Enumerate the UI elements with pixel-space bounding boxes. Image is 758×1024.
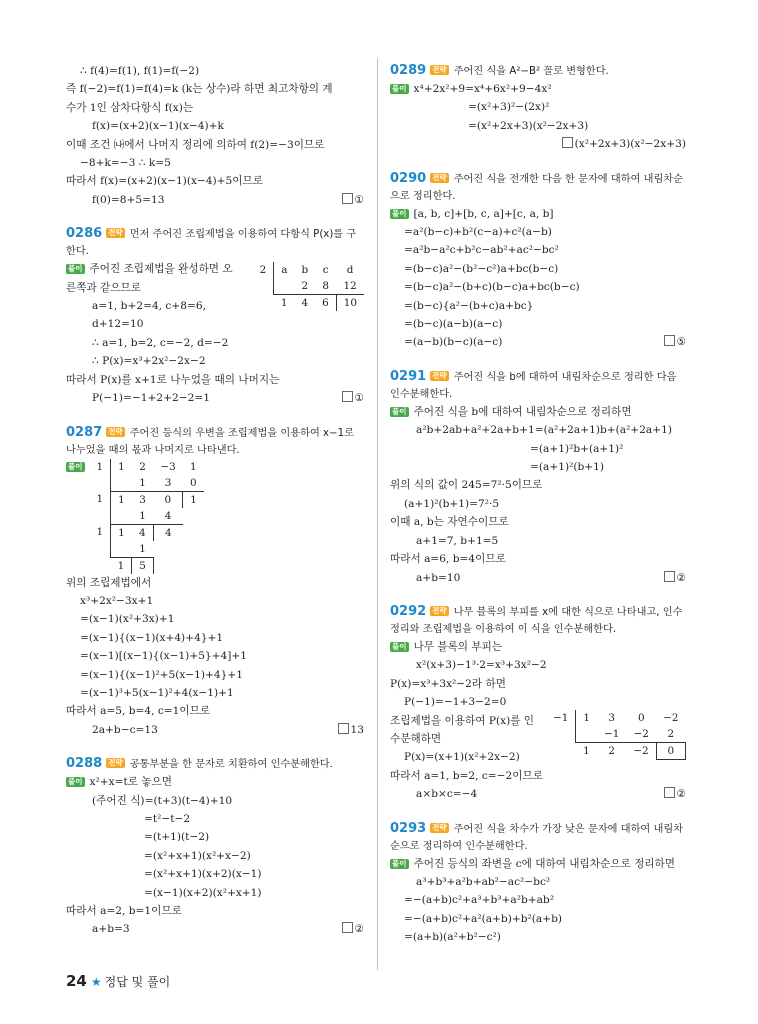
problem-number: 0289: [390, 63, 427, 78]
problem-number: 0287: [66, 424, 103, 440]
solution-line: =(x−1)[(x−1){(x−1)+5}+4]+1: [80, 650, 248, 663]
solution-badge: 풀이: [392, 208, 407, 218]
problem-number: 0293: [390, 820, 427, 836]
solution-line: =(t+1)(t−2): [144, 831, 210, 844]
strategy-badge: 전략: [432, 822, 447, 832]
right-column: [390, 62, 686, 947]
problem-number: 0291: [390, 368, 427, 384]
strategy-badge: 전략: [432, 172, 447, 182]
syn-cell: −3: [160, 460, 176, 473]
problem-0292: [390, 603, 686, 804]
solution-line: ∴ f(4)=f(1), f(1)=f(−2): [80, 65, 200, 77]
syn-cell: 2: [301, 280, 309, 293]
syn-cell: [153, 541, 182, 558]
problem-0289: [390, 62, 686, 154]
column-divider: [377, 58, 378, 970]
problem-0285-continued: [66, 62, 364, 209]
strategy-text: 주어진 등식의 우변을 조립제법을 이용하여 x−1로 나누었을 때의 몫과 나머지로 나타낸다.: [66, 427, 354, 456]
solution-line: 풀이 [a, b, c]+[b, c, a]+[c, a, b]: [392, 207, 554, 220]
solution-line: 풀이 주어진 식을 b에 대하여 내림차순으로 정리하면: [392, 405, 632, 418]
problem-header: [66, 225, 364, 260]
answer-value: 13: [350, 723, 364, 736]
problem-0291: [390, 368, 686, 587]
strategy-text: 주어진 식을 b에 대하여 내림차순으로 정리한 다음 인수분해한다.: [390, 371, 677, 400]
solution-line: =(b−c)(a−b)(a−c): [404, 318, 503, 331]
solution-line: 조립제법을 이용하여 P(x)를 인: [390, 714, 535, 727]
syn-cell: 8: [322, 280, 330, 293]
syn-cell: 1: [576, 710, 597, 726]
solution-line: f(x)=(x+2)(x−1)(x−4)+k: [92, 120, 224, 133]
strategy-text: 먼저 주어진 조립제법을 이용하여 다항식 P(x)를 구한다.: [66, 229, 357, 258]
problem-0290: [390, 170, 686, 352]
solution-line: 수가 1인 삼차다항식 f(x)는: [66, 101, 194, 114]
syn-cell: 10: [336, 295, 364, 312]
solution-line: 따라서 a=5, b=4, c=1이므로: [66, 705, 211, 718]
page-number: 24: [66, 972, 87, 990]
solution-line: a+1=7, b+1=5: [416, 534, 499, 547]
left-column: [66, 62, 364, 939]
syn-cell: [90, 508, 111, 525]
syn-cell: 1: [111, 459, 132, 475]
solution-badge: 풀이: [68, 461, 83, 471]
syn-cell: 3: [608, 711, 615, 724]
solution-line: =a²b−a²c+b²c−ab²+ac²−bc²: [404, 244, 559, 257]
answer-value: ②: [676, 788, 686, 801]
problem-header: [390, 368, 686, 403]
solution-line: =(b−c){a²−(b+c)a+bc}: [404, 299, 534, 312]
syn-cell: 1: [139, 509, 146, 522]
solution-line: =−(a+b)c²+a²(a+b)+b²(a+b): [404, 912, 562, 925]
strategy-badge: 전략: [108, 228, 123, 238]
syn-cell: [90, 557, 111, 574]
solution-line: −8+k=−3 ∴ k=5: [80, 157, 171, 170]
synthetic-division-table: [90, 459, 204, 574]
solution-line: x³+2x²−3x+1: [80, 594, 154, 607]
syn-cell: 1: [111, 491, 132, 508]
syn-cell: 3: [132, 491, 154, 508]
final-value: 2a+b−c=13: [92, 723, 158, 736]
problem-number: 0292: [390, 603, 427, 619]
answer-value: ①: [354, 193, 364, 206]
problem-header: [390, 170, 686, 205]
solution-line: 따라서 f(x)=(x+2)(x−1)(x−4)+5이므로: [66, 175, 263, 188]
strategy-badge: 전략: [432, 605, 447, 615]
answer-box-icon: [562, 137, 573, 148]
star-icon: ★: [90, 975, 102, 989]
solution-line: P(x)=x³+3x²−2라 하면: [390, 677, 506, 690]
solution-line: ∴ P(x)=x³+2x²−2x−2: [92, 355, 206, 368]
syn-cell: 2: [259, 264, 267, 277]
syn-cell: [153, 557, 182, 574]
syn-cell: −2: [626, 742, 656, 759]
solution-line: 위의 식의 값이 245=7²·5이므로: [390, 479, 543, 492]
solution-line: =(x−1)³+5(x−1)²+4(x−1)+1: [80, 686, 234, 699]
syn-cell: 1: [576, 742, 597, 759]
syn-cell: c: [322, 264, 329, 277]
syn-cell: 4: [153, 524, 182, 541]
solution-line: [390, 569, 686, 587]
problem-number: 0290: [390, 170, 427, 186]
answer-box-icon: [342, 193, 353, 204]
solution-line: =a²(b−c)+b²(c−a)+c²(a−b): [404, 226, 552, 239]
problem-number: 0288: [66, 756, 103, 772]
solution-line: 풀이 주어진 등식의 좌변을 c에 대하여 내림차순으로 정리하면: [392, 857, 676, 870]
solution-line: a²b+2ab+a²+2a+b+1=(a²+2a+1)b+(a²+2a+1): [416, 424, 672, 437]
solution-line: =(a+b)(a²+b²−c²): [404, 931, 501, 944]
answer-mark: [342, 389, 365, 407]
solution-line: =(b−c)a²−(b+c)(b−c)a+bc(b−c): [404, 281, 580, 294]
solution-line: 따라서 P(x)를 x+1로 나누었을 때의 나머지는: [66, 373, 280, 386]
solution-line: (주어진 식)=(t+3)(t−4)+10: [92, 794, 233, 807]
problem-header: [390, 603, 686, 638]
solution-badge: 풀이: [392, 858, 407, 868]
answer-value: ①: [354, 392, 364, 405]
strategy-text: 주어진 식을 A²−B² 꼴로 변형한다.: [453, 66, 609, 77]
answer-box-icon: [664, 335, 675, 346]
final-value: =(a−b)(b−c)(a−c): [404, 336, 503, 349]
solution-line: =(x−1)(x+2)(x²+x+1): [144, 886, 262, 899]
solution-line: =(x²+x+1)(x²+x−2): [144, 849, 251, 862]
solution-line: 풀이 x²+x=t로 놓으면: [68, 776, 173, 789]
solution-block: [66, 459, 364, 574]
solution-line: =(x−1){(x−1)²+5(x−1)+4}+1: [80, 668, 244, 681]
solution-line: =(x−1){(x−1)(x+4)+4}+1: [80, 631, 224, 644]
problem-header: [390, 62, 686, 80]
syn-cell: [90, 541, 111, 558]
solution-line: =(x²+3)²−(2x)²: [468, 101, 550, 114]
problem-0287: [66, 424, 364, 740]
solution-line: =−(a+b)c²+a³+b³+a²b+ab²: [404, 894, 554, 907]
syn-cell: 1: [96, 460, 104, 473]
syn-cell: [111, 541, 132, 558]
answer-value: ②: [354, 923, 364, 936]
solution-line: =(x²+x+1)(x+2)(x−1): [144, 868, 262, 881]
syn-cell: 3: [164, 476, 172, 489]
answer-box-icon: [664, 571, 675, 582]
syn-cell: −2: [663, 711, 679, 724]
syn-cell: −1: [604, 727, 620, 740]
syn-cell: 0: [637, 711, 645, 724]
solution-line: 위의 조립제법에서: [66, 576, 152, 589]
solution-badge: 풀이: [68, 264, 83, 274]
answer-mark: [342, 920, 365, 938]
syn-cell: 4: [132, 524, 154, 541]
strategy-text: 주어진 식을 차수가 가장 낮은 문자에 대하여 내림차순으로 정리하여 인수분해한다.: [390, 823, 684, 852]
syn-cell: 4: [294, 295, 315, 312]
solution-line: 따라서 a=2, b=1이므로: [66, 905, 182, 917]
syn-cell: 5: [132, 557, 154, 574]
solution-line: =(a+1)²(b+1): [530, 461, 604, 474]
solution-line: 따라서 a=6, b=4이므로: [390, 553, 506, 566]
answer-value: ⑤: [676, 336, 686, 349]
answer-box-icon: [342, 922, 353, 933]
syn-cell: [183, 524, 204, 541]
solution-badge: 풀이: [68, 777, 83, 787]
syn-cell: [111, 508, 132, 525]
solution-line: 이때 조건 ㈏에서 나머지 정리에 의하여 f(2)=−3이므로: [66, 138, 325, 151]
answer-mark: [338, 721, 364, 739]
solution-line: x²(x+3)−1³·2=x³+3x²−2: [416, 659, 547, 672]
syn-cell: 2: [139, 460, 146, 473]
final-value: P(−1)=−1+2+2−2=1: [92, 392, 210, 405]
solution-line: 풀이 x⁴+2x²+9=x⁴+6x²+9−4x²: [392, 83, 552, 95]
solution-line: 른쪽과 같으므로: [66, 281, 142, 294]
answer-mark: [342, 191, 365, 209]
syn-cell: 4: [164, 509, 172, 522]
syn-cell: −1: [553, 711, 569, 724]
syn-cell: [183, 557, 204, 574]
syn-cell: 1: [139, 542, 146, 555]
solution-line: a³+b³+a²b+ab²−ac²−bc²: [416, 875, 551, 888]
strategy-text: 나무 블록의 부피를 x에 대한 식으로 나타내고, 인수 정리와 조립제법을 이용하여 이 식을 인수분해한다.: [390, 606, 683, 635]
solution-line: 풀이 나무 블록의 부피는: [392, 640, 503, 653]
problem-header: [66, 755, 364, 773]
answer-box-icon: [664, 787, 675, 798]
syn-cell: 1: [274, 295, 295, 312]
solution-line: 따라서 a=1, b=2, c=−2이므로: [390, 769, 543, 782]
syn-cell: 1: [111, 524, 132, 541]
solution-line: 풀이 주어진 조립제법을 완성하면 오: [68, 263, 233, 276]
solution-line: =(b−c)a²−(b²−c²)a+bc(b−c): [404, 262, 559, 275]
syn-cell: 6: [315, 295, 336, 312]
solution-badge: 풀이: [392, 641, 407, 651]
solution-line: [390, 135, 686, 153]
solution-line: (a+1)²(b+1)=7²·5: [404, 497, 500, 510]
solution-line: [390, 785, 686, 803]
solution-line: [390, 333, 686, 351]
problem-header: [66, 424, 364, 459]
syn-cell: 2: [667, 727, 675, 740]
strategy-text: 공통부분을 한 문자로 치환하여 인수분해한다.: [129, 759, 333, 771]
answer-mark: [664, 333, 687, 351]
syn-cell: d: [346, 264, 354, 277]
solution-line: ∴ a=1, b=2, c=−2, d=−2: [92, 336, 229, 349]
solution-line: [66, 191, 364, 209]
solution-badge: 풀이: [392, 406, 407, 416]
solution-line: P(x)=(x+1)(x²+2x−2): [404, 751, 520, 764]
solution-line: d+12=10: [92, 318, 144, 331]
problem-0288: [66, 755, 364, 939]
solution-line: [66, 920, 364, 938]
syn-cell: 0: [189, 476, 197, 489]
problem-header: [390, 820, 686, 855]
answer-box-icon: [338, 723, 349, 734]
solution-line: 즉 f(−2)=f(1)=f(4)=k (k는 상수)라 하면 최고차항의 계: [66, 83, 333, 96]
answer-mark: [664, 785, 687, 803]
problem-0293: [390, 820, 686, 947]
syn-cell: 1: [139, 476, 146, 489]
answer-mark: [664, 569, 687, 587]
syn-cell: 12: [343, 280, 357, 293]
page-footer: [66, 972, 170, 990]
footer-label: 정답 및 풀이: [104, 975, 171, 989]
solution-line: =(x−1)(x²+3x)+1: [80, 613, 175, 626]
final-value: a×b×c=−4: [416, 788, 478, 801]
solution-line: =(x²+2x+3)(x²−2x+3): [468, 119, 589, 132]
strategy-badge: 전략: [108, 758, 123, 768]
solution-block: [390, 712, 686, 767]
problem-number: 0286: [66, 226, 103, 242]
final-value: f(0)=8+5=13: [92, 193, 165, 206]
strategy-badge: 전략: [108, 426, 123, 436]
solution-line: [66, 721, 364, 739]
final-value: a+b=3: [92, 923, 130, 936]
syn-cell: 1: [189, 460, 197, 473]
syn-cell: [183, 541, 204, 558]
solution-line: =t²−t−2: [144, 812, 191, 825]
problem-0286: [66, 225, 364, 407]
syn-cell: [111, 475, 132, 492]
strategy-text: 주어진 식을 전개한 다음 한 문자에 대하여 내림차순으로 정리한다.: [390, 173, 684, 202]
solution-line: P(−1)=−1+3−2=0: [404, 696, 507, 709]
final-value: a+b=10: [416, 571, 461, 584]
solution-line: [66, 389, 364, 407]
solution-line: 이때 a, b는 자연수이므로: [390, 516, 509, 529]
syn-cell: 0: [153, 491, 182, 508]
syn-cell: [90, 475, 111, 492]
syn-cell: 1: [96, 526, 104, 539]
syn-cell: b: [301, 264, 309, 277]
syn-cell: a: [274, 262, 295, 278]
answer-box-icon: [342, 391, 353, 402]
syn-cell: −2: [633, 727, 649, 740]
solution-line: =(a+1)²b+(a+1)²: [530, 442, 624, 455]
syn-cell: 0: [656, 742, 685, 759]
answer-value: ②: [676, 571, 686, 584]
syn-cell: 1: [183, 491, 204, 508]
solution-block: [66, 260, 364, 407]
answer-mark: [562, 135, 686, 153]
syn-cell: 1: [96, 493, 104, 506]
syn-cell: [183, 508, 204, 525]
solution-line: a=1, b+2=4, c+8=6,: [92, 300, 206, 313]
solution-line: 수분해하면: [390, 732, 442, 745]
answer-value: (x²+2x+3)(x²−2x+3): [574, 138, 686, 151]
strategy-badge: 전략: [432, 370, 447, 380]
solution-badge: 풀이: [392, 84, 407, 93]
syn-cell: 1: [111, 557, 132, 574]
strategy-badge: 전략: [432, 65, 447, 74]
syn-cell: 2: [597, 742, 626, 759]
